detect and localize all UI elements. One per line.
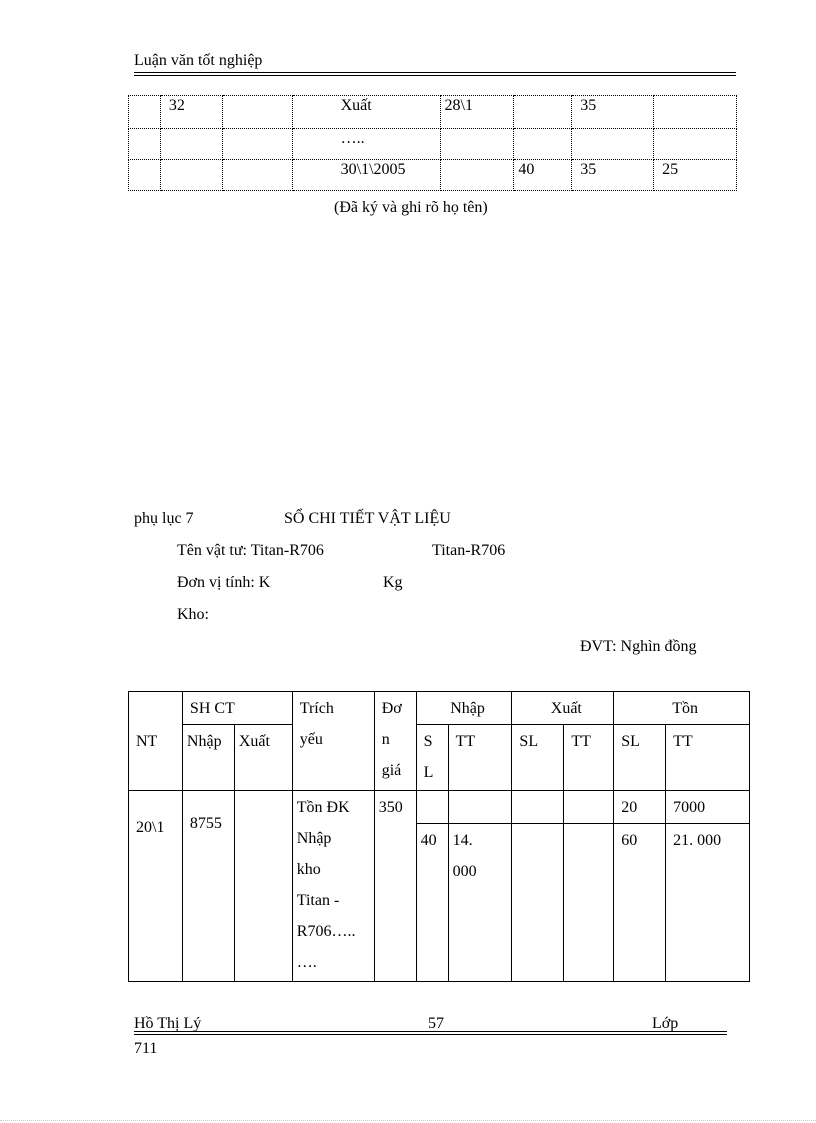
material-value: Titan-R706	[432, 542, 506, 559]
table-row	[129, 96, 737, 129]
footer-class-label: Lớp	[652, 1015, 679, 1032]
table-cell	[514, 129, 572, 160]
table-cell	[514, 96, 572, 129]
table-cell	[160, 160, 222, 191]
table-cell	[448, 791, 512, 824]
page-header-title: Luận văn tốt nghiệp	[134, 52, 263, 69]
header-rule-double	[134, 75, 736, 76]
subheader-sl: SL	[512, 725, 564, 791]
table-cell: 30\1\2005	[292, 160, 440, 191]
row2-nhap-tt: 14. 000	[448, 824, 512, 982]
material-ledger-table	[128, 691, 750, 982]
row1-ton-tt: 7000	[666, 791, 750, 824]
table-cell: 35	[572, 96, 654, 129]
page-number: 57	[428, 1015, 444, 1032]
subheader-sl: SL	[614, 725, 666, 791]
subheader-sl: S L	[416, 725, 448, 791]
table-cell: 28\1	[440, 96, 514, 129]
row2-nhap-sl: 40	[416, 824, 448, 982]
table-cell: 35	[572, 160, 654, 191]
header-trich-yeu: Trích yếu	[292, 692, 374, 791]
unit-value: Kg	[383, 574, 403, 591]
table-cell	[564, 824, 614, 982]
row2-ton-sl: 60	[614, 824, 666, 982]
table-cell	[572, 129, 654, 160]
currency-unit: ĐVT: Nghìn đồng	[580, 638, 697, 655]
table-cell	[416, 791, 448, 824]
table-cell	[512, 824, 564, 982]
table-row	[129, 160, 737, 191]
footer-author: Hồ Thị Lý	[134, 1015, 202, 1032]
row-date: 20\1	[129, 791, 183, 982]
table-cell	[654, 129, 737, 160]
table-header-row	[129, 692, 750, 725]
row-doc-nhap: 8755	[182, 791, 234, 982]
subheader-tt: TT	[564, 725, 614, 791]
table-cell	[440, 160, 514, 191]
header-xuat: Xuất	[512, 692, 614, 725]
header-nt: NT	[129, 692, 183, 791]
table-cell	[440, 129, 514, 160]
table-cell	[564, 791, 614, 824]
table-cell	[129, 160, 161, 191]
header-don-gia: Đơ n giá	[374, 692, 416, 791]
page-edge-divider	[0, 1120, 816, 1121]
table-cell	[222, 160, 292, 191]
signature-note: (Đã ký và ghi rõ họ tên)	[334, 199, 488, 216]
subheader-tt: TT	[448, 725, 512, 791]
table-cell	[222, 129, 292, 160]
table-row	[129, 129, 737, 160]
table-cell	[222, 96, 292, 129]
header-nhap: Nhập	[416, 692, 512, 725]
footer-rule-double	[134, 1034, 727, 1035]
table-cell	[160, 129, 222, 160]
appendix-title: SỔ CHI TIẾT VẬT LIỆU	[284, 510, 451, 527]
subheader-tt: TT	[666, 725, 750, 791]
table-cell: 25	[654, 160, 737, 191]
subheader-xuat: Xuất	[234, 725, 292, 791]
row1-ton-sl: 20	[614, 791, 666, 824]
table-subheader-row	[129, 725, 750, 791]
footer-rule	[134, 1031, 727, 1032]
row2-ton-tt: 21. 000	[666, 824, 750, 982]
header-sh-ct: SH CT	[182, 692, 292, 725]
header-rule	[134, 72, 736, 73]
table-cell	[129, 129, 161, 160]
top-ledger-table	[128, 95, 737, 191]
row-doc-xuat	[234, 791, 292, 982]
table-cell	[129, 96, 161, 129]
table-cell: 40	[514, 160, 572, 191]
row-unit-price: 350	[374, 791, 416, 982]
header-ton: Tồn	[614, 692, 750, 725]
table-cell	[654, 96, 737, 129]
table-cell: 32	[160, 96, 222, 129]
footer-class-value: 711	[134, 1040, 158, 1057]
table-cell	[512, 791, 564, 824]
table-cell: …..	[292, 129, 440, 160]
table-row	[129, 791, 750, 824]
material-label: Tên vật tư: Titan-R706	[177, 542, 324, 559]
warehouse-label: Kho:	[177, 606, 209, 623]
subheader-nhap: Nhập	[182, 725, 234, 791]
unit-label: Đơn vị tính: K	[177, 574, 271, 591]
appendix-label: phụ lục 7	[134, 510, 194, 527]
row-description: Tồn ĐK Nhập kho Titan - R706….. ….	[292, 791, 374, 982]
table-cell: Xuất	[292, 96, 440, 129]
